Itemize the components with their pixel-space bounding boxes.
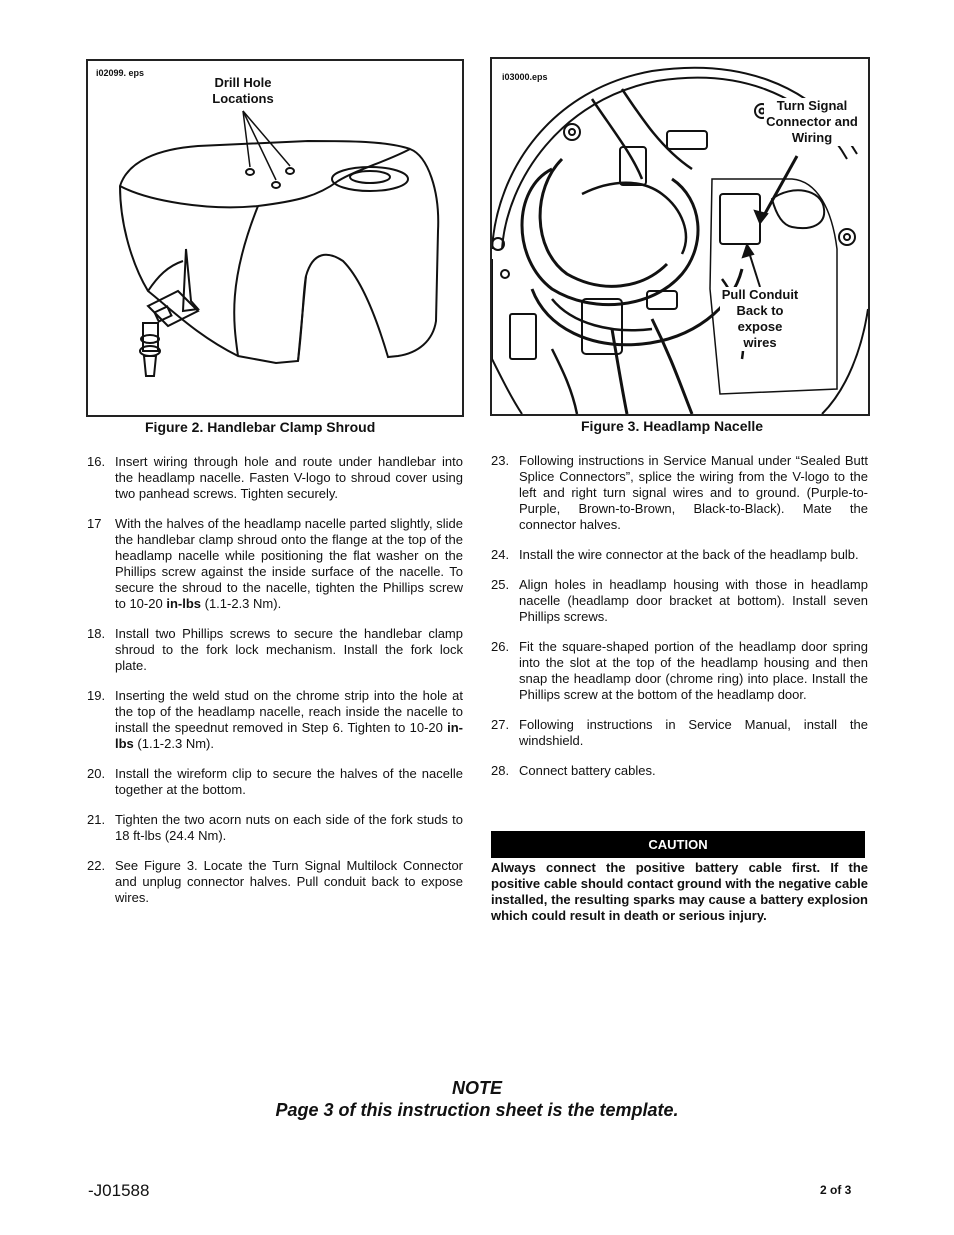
step-number: 23. <box>491 453 510 468</box>
step-number: 16. <box>87 454 106 469</box>
step-text: Following instructions in Service Manual under “Sealed Butt Splice Connectors”, splice the wiring from the V-logo to the left and right turn signal wires and to ground. (Purple-to-Purple, Brown-to-Brown, Black-to-Black). Mate the connector halves. <box>519 453 868 532</box>
caution-label: CAUTION <box>491 831 865 858</box>
note-text: Page 3 of this instruction sheet is the template. <box>275 1100 679 1120</box>
steps-left-list <box>87 454 463 920</box>
drill-hole-callout: Drill Hole Locations <box>212 75 274 106</box>
step-bold-unit: in-lbs <box>166 596 201 611</box>
step-text: Connect battery cables. <box>519 763 656 778</box>
step-text: Following instructions in Service Manual, install the windshield. <box>519 717 868 748</box>
steps-right-list <box>491 453 868 793</box>
step-number: 28. <box>491 763 510 778</box>
figure-3-headlamp-nacelle <box>490 57 870 416</box>
step-number: 18. <box>87 626 106 641</box>
caution-text: Always connect the positive battery cable first. If the positive cable should contact ground with the negative cable installed, the resulting sparks may cause a battery explosion which could result in death or serious injury. <box>491 860 868 923</box>
step-21 <box>87 812 463 844</box>
turn-signal-callout: Turn Signal Connector and Wiring <box>764 98 860 146</box>
step-text: Insert wiring through hole and route under handlebar into the headlamp nacelle. Fasten V-logo to shroud cover using two panhead screws. Tighten securely. <box>115 454 463 501</box>
step-number: 25. <box>491 577 510 592</box>
step-23 <box>491 453 868 533</box>
pull-conduit-callout: Pull Conduit Back to expose wires <box>721 287 799 350</box>
document-number: -J01588 <box>88 1181 150 1200</box>
step-text: See Figure 3. Locate the Turn Signal Multilock Connector and unplug connector halves. Pull conduit back to expose wires. <box>115 858 463 905</box>
figure-2-handlebar-clamp-shroud <box>86 59 464 417</box>
step-text-wrap <box>115 516 463 612</box>
step-number: 21. <box>87 812 106 827</box>
step-number: 19. <box>87 688 106 703</box>
step-text-after: (1.1-2.3 Nm). <box>201 596 282 611</box>
step-25 <box>491 577 868 625</box>
step-24 <box>491 547 868 563</box>
step-text: Align holes in headlamp housing with those in headlamp nacelle (headlamp door bracket at bottom). Install seven Phillips screws. <box>519 577 868 624</box>
step-19 <box>87 688 463 752</box>
shroud-illustration <box>88 61 462 415</box>
step-text: Inserting the weld stud on the chrome strip into the hole at the top of the headlamp nacelle, reach inside the nacelle to install the speednut removed in Step 6. Tighten to 10-20 <box>115 688 463 735</box>
page-number: 2 of 3 <box>820 1183 852 1197</box>
step-number: 22. <box>87 858 106 873</box>
step-text: Install the wire connector at the back of the headlamp bulb. <box>519 547 859 562</box>
step-number: 27. <box>491 717 510 732</box>
step-22 <box>87 858 463 906</box>
step-28 <box>491 763 868 779</box>
figure-3-id: i03000.eps <box>502 72 548 82</box>
step-27 <box>491 717 868 749</box>
step-18 <box>87 626 463 674</box>
step-text: With the halves of the headlamp nacelle parted slightly, slide the handlebar clamp shroud onto the flange at the top of the headlamp nacelle while positioning the flat washer on the Phillips screw against the inside surface of the nacelle. To secure the shroud to the nacelle, tighten the Phillips screw to 10-20 <box>115 516 463 611</box>
step-text-after: (1.1-2.3 Nm). <box>133 736 214 751</box>
figure-2-caption: Figure 2. Handlebar Clamp Shroud <box>145 419 376 435</box>
step-text: Fit the square-shaped portion of the headlamp door spring into the slot at the top of the headlamp housing and then snap the headlamp door (chrome ring) into place. Install the Phillips screw at the bottom of the headlamp door. <box>519 639 868 702</box>
step-20 <box>87 766 463 798</box>
step-number: 20. <box>87 766 106 781</box>
step-text: Install two Phillips screws to secure the handlebar clamp shroud to the fork lock mechanism. Install the fork lock plate. <box>115 626 463 673</box>
figure-2-id: i02099. eps <box>96 68 145 78</box>
step-text-wrap <box>115 688 463 752</box>
step-number: 26. <box>491 639 510 654</box>
step-text: Tighten the two acorn nuts on each side of the fork studs to 18 ft-lbs (24.4 Nm). <box>115 812 463 843</box>
step-text: Install the wireform clip to secure the halves of the nacelle together at the bottom. <box>115 766 463 797</box>
step-bold-unit: in-lbs <box>115 720 463 751</box>
step-17 <box>87 516 463 612</box>
step-16 <box>87 454 463 502</box>
note-title: NOTE <box>451 1078 502 1098</box>
step-26 <box>491 639 868 703</box>
step-number: 24. <box>491 547 510 562</box>
figure-3-caption: Figure 3. Headlamp Nacelle <box>581 418 764 434</box>
step-number: 17 <box>87 516 102 531</box>
